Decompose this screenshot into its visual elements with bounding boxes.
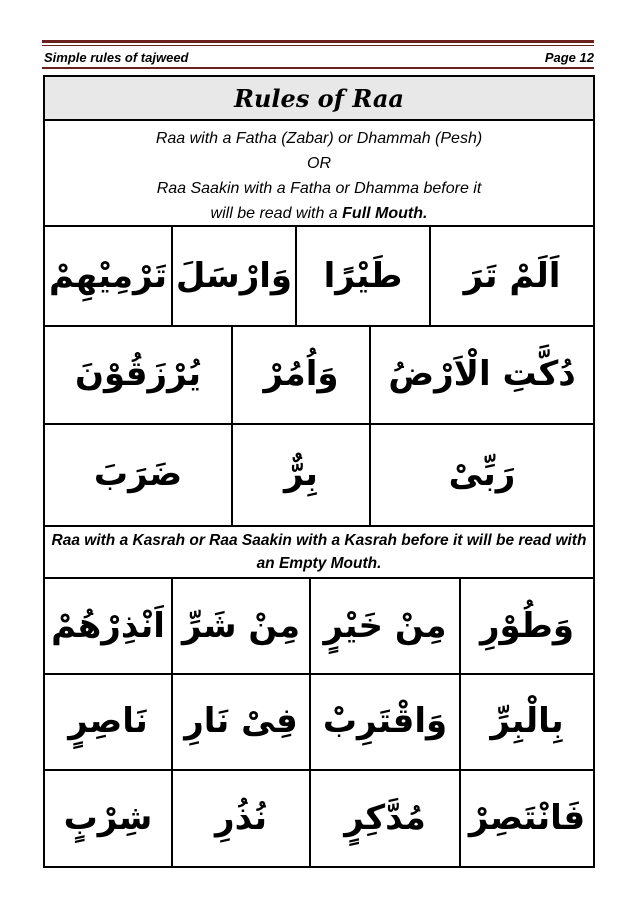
word-cell: [461, 673, 593, 769]
arabic-word: ضَرَبَ: [93, 454, 183, 494]
header-rule-top-thin: [42, 45, 594, 46]
arabic-word: شِرْبٍ: [63, 797, 153, 838]
arabic-word: اَنْذِرْهُمْ: [51, 606, 165, 646]
word-cell: [311, 673, 461, 769]
header-rule-top: [42, 40, 594, 43]
empty-mouth-row-3: [45, 769, 593, 866]
arabic-word: طَيْرًا: [323, 256, 403, 296]
arabic-word: وَاُمُرْ: [263, 354, 339, 394]
word-cell: [431, 227, 593, 325]
arabic-word: وَاقْتَرِبْ: [322, 701, 448, 741]
full-mouth-row-1: [45, 227, 593, 327]
rule-line-2: OR: [307, 155, 331, 172]
arabic-word: دُكَّتِ الْاَرْضُ: [388, 354, 576, 394]
arabic-word: فَانْتَصِرْ: [468, 797, 586, 838]
rule-line-4: [45, 201, 593, 226]
word-cell: [173, 673, 311, 769]
header-page-number: Page 12: [544, 50, 594, 65]
word-cell: [233, 325, 371, 423]
arabic-word: مِنْ خَيْرٍ: [323, 606, 447, 646]
word-cell: [233, 423, 371, 525]
word-cell: [461, 579, 593, 673]
full-mouth-row-2: [45, 325, 593, 425]
word-cell: [45, 227, 173, 325]
arabic-word: نَاصِرٍ: [68, 701, 148, 741]
arabic-word: نُذُرِ: [215, 797, 267, 838]
arabic-word: وَطُوْرِ: [479, 606, 575, 646]
word-cell: [173, 579, 311, 673]
title-band: [45, 77, 593, 121]
word-cell: [461, 769, 593, 866]
word-cell: [45, 325, 233, 423]
arabic-word: وَارْسَلَ: [175, 256, 293, 296]
arabic-word: بِالْبِرِّ: [490, 701, 564, 741]
page-title: Rules of Raa: [234, 83, 404, 113]
word-cell: [45, 579, 173, 673]
word-cell: [297, 227, 431, 325]
header-rule-bottom: [42, 67, 594, 69]
word-cell: [311, 769, 461, 866]
word-cell: [371, 325, 593, 423]
word-cell: [311, 579, 461, 673]
arabic-word: يُرْزَقُوْنَ: [74, 354, 202, 394]
full-mouth-rule-text: [45, 121, 593, 227]
rule-line-1: Raa with a Fatha (Zabar) or Dhammah (Pesh): [155, 130, 483, 147]
arabic-word: فِىْ نَارِ: [184, 701, 298, 741]
arabic-word: مِنْ شَرِّ: [181, 606, 301, 646]
word-cell: [173, 769, 311, 866]
empty-mouth-rule-text: Raa with a Kasrah or Raa Saakin with a Kasrah before it will be read with an Empty Mouth.: [45, 525, 593, 579]
arabic-word: بِرٌّ: [284, 454, 318, 494]
empty-mouth-row-2: [45, 673, 593, 771]
rule-line-4-emphasis: Full Mouth.: [342, 205, 428, 222]
rules-table: [43, 75, 595, 868]
word-cell: [45, 423, 233, 525]
word-cell: [45, 673, 173, 769]
rule-line-4-prefix: will be read with a: [210, 205, 343, 222]
empty-mouth-row-1: [45, 579, 593, 675]
rule-line-3: Raa Saakin with a Fatha or Dhamma before it: [156, 180, 482, 197]
arabic-word: مُدَّكِرٍ: [344, 797, 426, 838]
header-book-title: Simple rules of tajweed: [44, 50, 189, 65]
word-cell: [173, 227, 297, 325]
word-cell: [45, 769, 173, 866]
word-cell: [371, 423, 593, 525]
arabic-word: تَرْمِيْهِمْ: [49, 256, 167, 296]
full-mouth-row-3: [45, 423, 593, 527]
arabic-word: اَلَمْ تَرَ: [463, 256, 561, 296]
arabic-word: رَبِّىْ: [448, 454, 516, 494]
